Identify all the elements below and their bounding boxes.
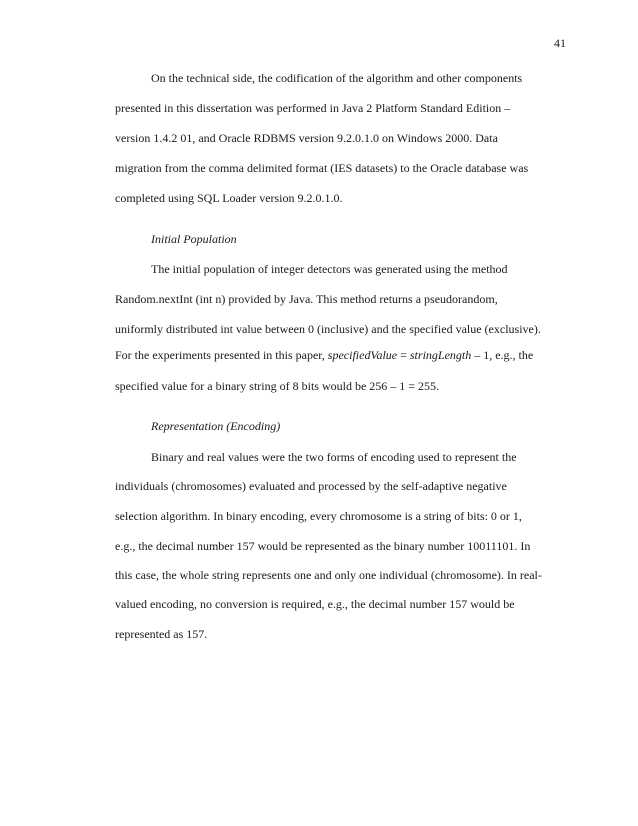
paragraph-line: e.g., the decimal number 157 would be represented as the binary number 10011101. In <box>115 539 531 553</box>
paragraph-line: The initial population of integer detectors was generated using the method <box>151 262 508 276</box>
paragraph-line: uniformly distributed int value between 0 (inclusive) and the specified value (exclusive). <box>115 322 541 336</box>
page-number: 41 <box>554 36 566 50</box>
paragraph-line: migration from the comma delimited format (IES datasets) to the Oracle database was <box>115 161 529 175</box>
paragraph-line: valued encoding, no conversion is required, e.g., the decimal number 157 would be <box>115 597 515 611</box>
formula-line <box>115 348 533 363</box>
paragraph-line: individuals (chromosomes) evaluated and processed by the self-adaptive negative <box>115 479 507 493</box>
paragraph-line: version 1.4.2 01, and Oracle RDBMS version 9.2.0.1.0 on Windows 2000. Data <box>115 131 498 145</box>
formula-suffix: – 1, e.g., the <box>471 348 534 362</box>
formula-specified-value: specifiedValue <box>327 348 398 362</box>
paragraph-line: Binary and real values were the two forms of encoding used to represent the <box>151 450 517 464</box>
paragraph-line: completed using SQL Loader version 9.2.0.1.0. <box>115 191 343 205</box>
section-heading-initial-population: Initial Population <box>151 232 237 246</box>
formula-equals: = <box>397 348 410 362</box>
formula-string-length: stringLength <box>409 348 472 362</box>
paragraph-line: selection algorithm. In binary encoding, every chromosome is a string of bits: 0 or 1, <box>115 509 522 523</box>
formula-prefix: For the experiments presented in this paper, <box>115 348 328 362</box>
paragraph-line: this case, the whole string represents one and only one individual (chromosome). In real- <box>115 568 542 582</box>
paragraph-line: On the technical side, the codification of the algorithm and other components <box>151 71 523 85</box>
paragraph-line: specified value for a binary string of 8 bits would be 256 – 1 = 255. <box>115 379 440 393</box>
paragraph-line: Random.nextInt (int n) provided by Java. This method returns a pseudorandom, <box>115 292 498 306</box>
section-heading-representation: Representation (Encoding) <box>151 419 281 433</box>
paragraph-line: presented in this dissertation was performed in Java 2 Platform Standard Edition – <box>115 101 511 115</box>
paragraph-line: represented as 157. <box>115 627 208 641</box>
